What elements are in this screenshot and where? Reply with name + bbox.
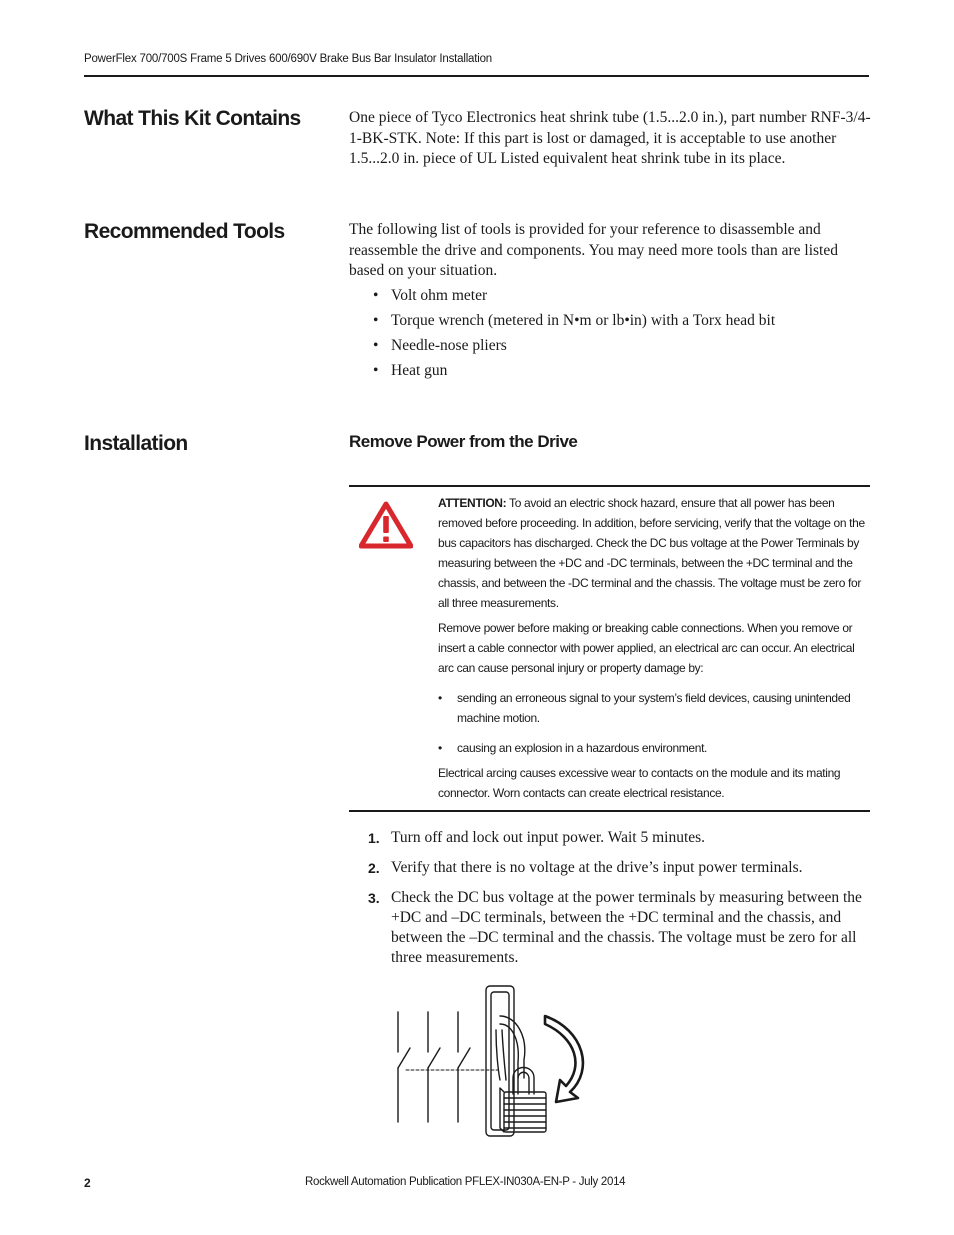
tool-item-text: Torque wrench (metered in N•m or lb•in) with a Torx head bit [391, 312, 776, 329]
publication-footer: Rockwell Automation Publication PFLEX-IN030A-EN-P - July 2014 [305, 1176, 626, 1188]
step-number: 2. [368, 860, 380, 876]
installation-heading: Installation [84, 432, 188, 455]
procedure-steps [349, 828, 871, 978]
remove-power-subheading: Remove Power from the Drive [349, 432, 578, 451]
bullet-glyph: • [373, 362, 379, 379]
bullet-glyph: • [373, 287, 379, 304]
lockout-switch-illustration-icon [388, 980, 608, 1145]
attention-text [438, 493, 870, 808]
attention-bullet: • causing an explosion in a hazardous environment. [438, 738, 870, 758]
attention-para-1: ATTENTION: To avoid an electric shock hazard, ensure that all power has been removed before proceeding. In addition, before servicing, verify that the voltage on the bus capacitors has discharged. Check the DC bus voltage at the Power Terminals by measuring between the +DC and -DC terminals, between the +DC terminal and the chassis, and between the -DC terminal and the chassis. The voltage must be zero for all three measurements. [438, 496, 865, 610]
bullet-glyph: • [373, 312, 379, 329]
tools-list [349, 286, 775, 386]
page-number: 2 [84, 1176, 91, 1190]
step-text: Check the DC bus voltage at the power terminals by measuring between the +DC and –DC terminals, between the +DC terminal and the chassis, and between the –DC terminal and the chassis. The voltage must be zero for all three measurements. [391, 889, 862, 966]
step-text: Verify that there is no voltage at the drive’s input power terminals. [391, 859, 803, 876]
list-item [349, 286, 775, 311]
tools-intro: The following list of tools is provided for your reference to disassemble and reassemble the drive and components. You may need more tools than are listed based on your situation. [349, 221, 838, 279]
list-item [349, 361, 775, 386]
tools-heading: Recommended Tools [84, 220, 285, 243]
kit-heading: What This Kit Contains [84, 107, 301, 130]
tool-item-text: Needle-nose pliers [391, 337, 507, 354]
header-rule [84, 75, 869, 77]
list-item [349, 888, 871, 968]
attention-bullet: • sending an erroneous signal to your system’s field devices, causing unintended machine motion. [438, 688, 870, 728]
running-header: PowerFlex 700/700S Frame 5 Drives 600/690V Brake Bus Bar Insulator Installation [84, 53, 492, 65]
attention-box [349, 485, 870, 812]
tool-item-text: Heat gun [391, 362, 448, 379]
warning-triangle-icon [359, 501, 413, 549]
bullet-glyph: • [373, 337, 379, 354]
list-item [349, 828, 871, 848]
bullet-glyph: • [438, 691, 442, 705]
kit-description: One piece of Tyco Electronics heat shrink tube (1.5...2.0 in.), part number RNF-3/4-1-BK-STK. Note: If this part is lost or damaged, it is acceptable to use another 1.5...2.0 in. piece of UL Listed equivalent heat shrink tube in its place. [349, 109, 871, 167]
step-number: 1. [368, 830, 380, 846]
list-item [349, 858, 871, 878]
bullet-glyph: • [438, 741, 442, 755]
attention-para-2: Remove power before making or breaking cable connections. When you remove or insert a cable connector with power applied, an electrical arc can occur. An electrical arc can cause personal injury or property damage by: [438, 621, 855, 675]
attention-para-3: Electrical arcing causes excessive wear to contacts on the module and its mating connector. Worn contacts can create electrical resistance. [438, 766, 841, 800]
list-item [349, 311, 775, 336]
step-number: 3. [368, 890, 380, 906]
tool-item-text: Volt ohm meter [391, 287, 488, 304]
list-item [349, 336, 775, 361]
attention-label: ATTENTION: [438, 496, 507, 510]
step-text: Turn off and lock out input power. Wait 5 minutes. [391, 829, 706, 846]
